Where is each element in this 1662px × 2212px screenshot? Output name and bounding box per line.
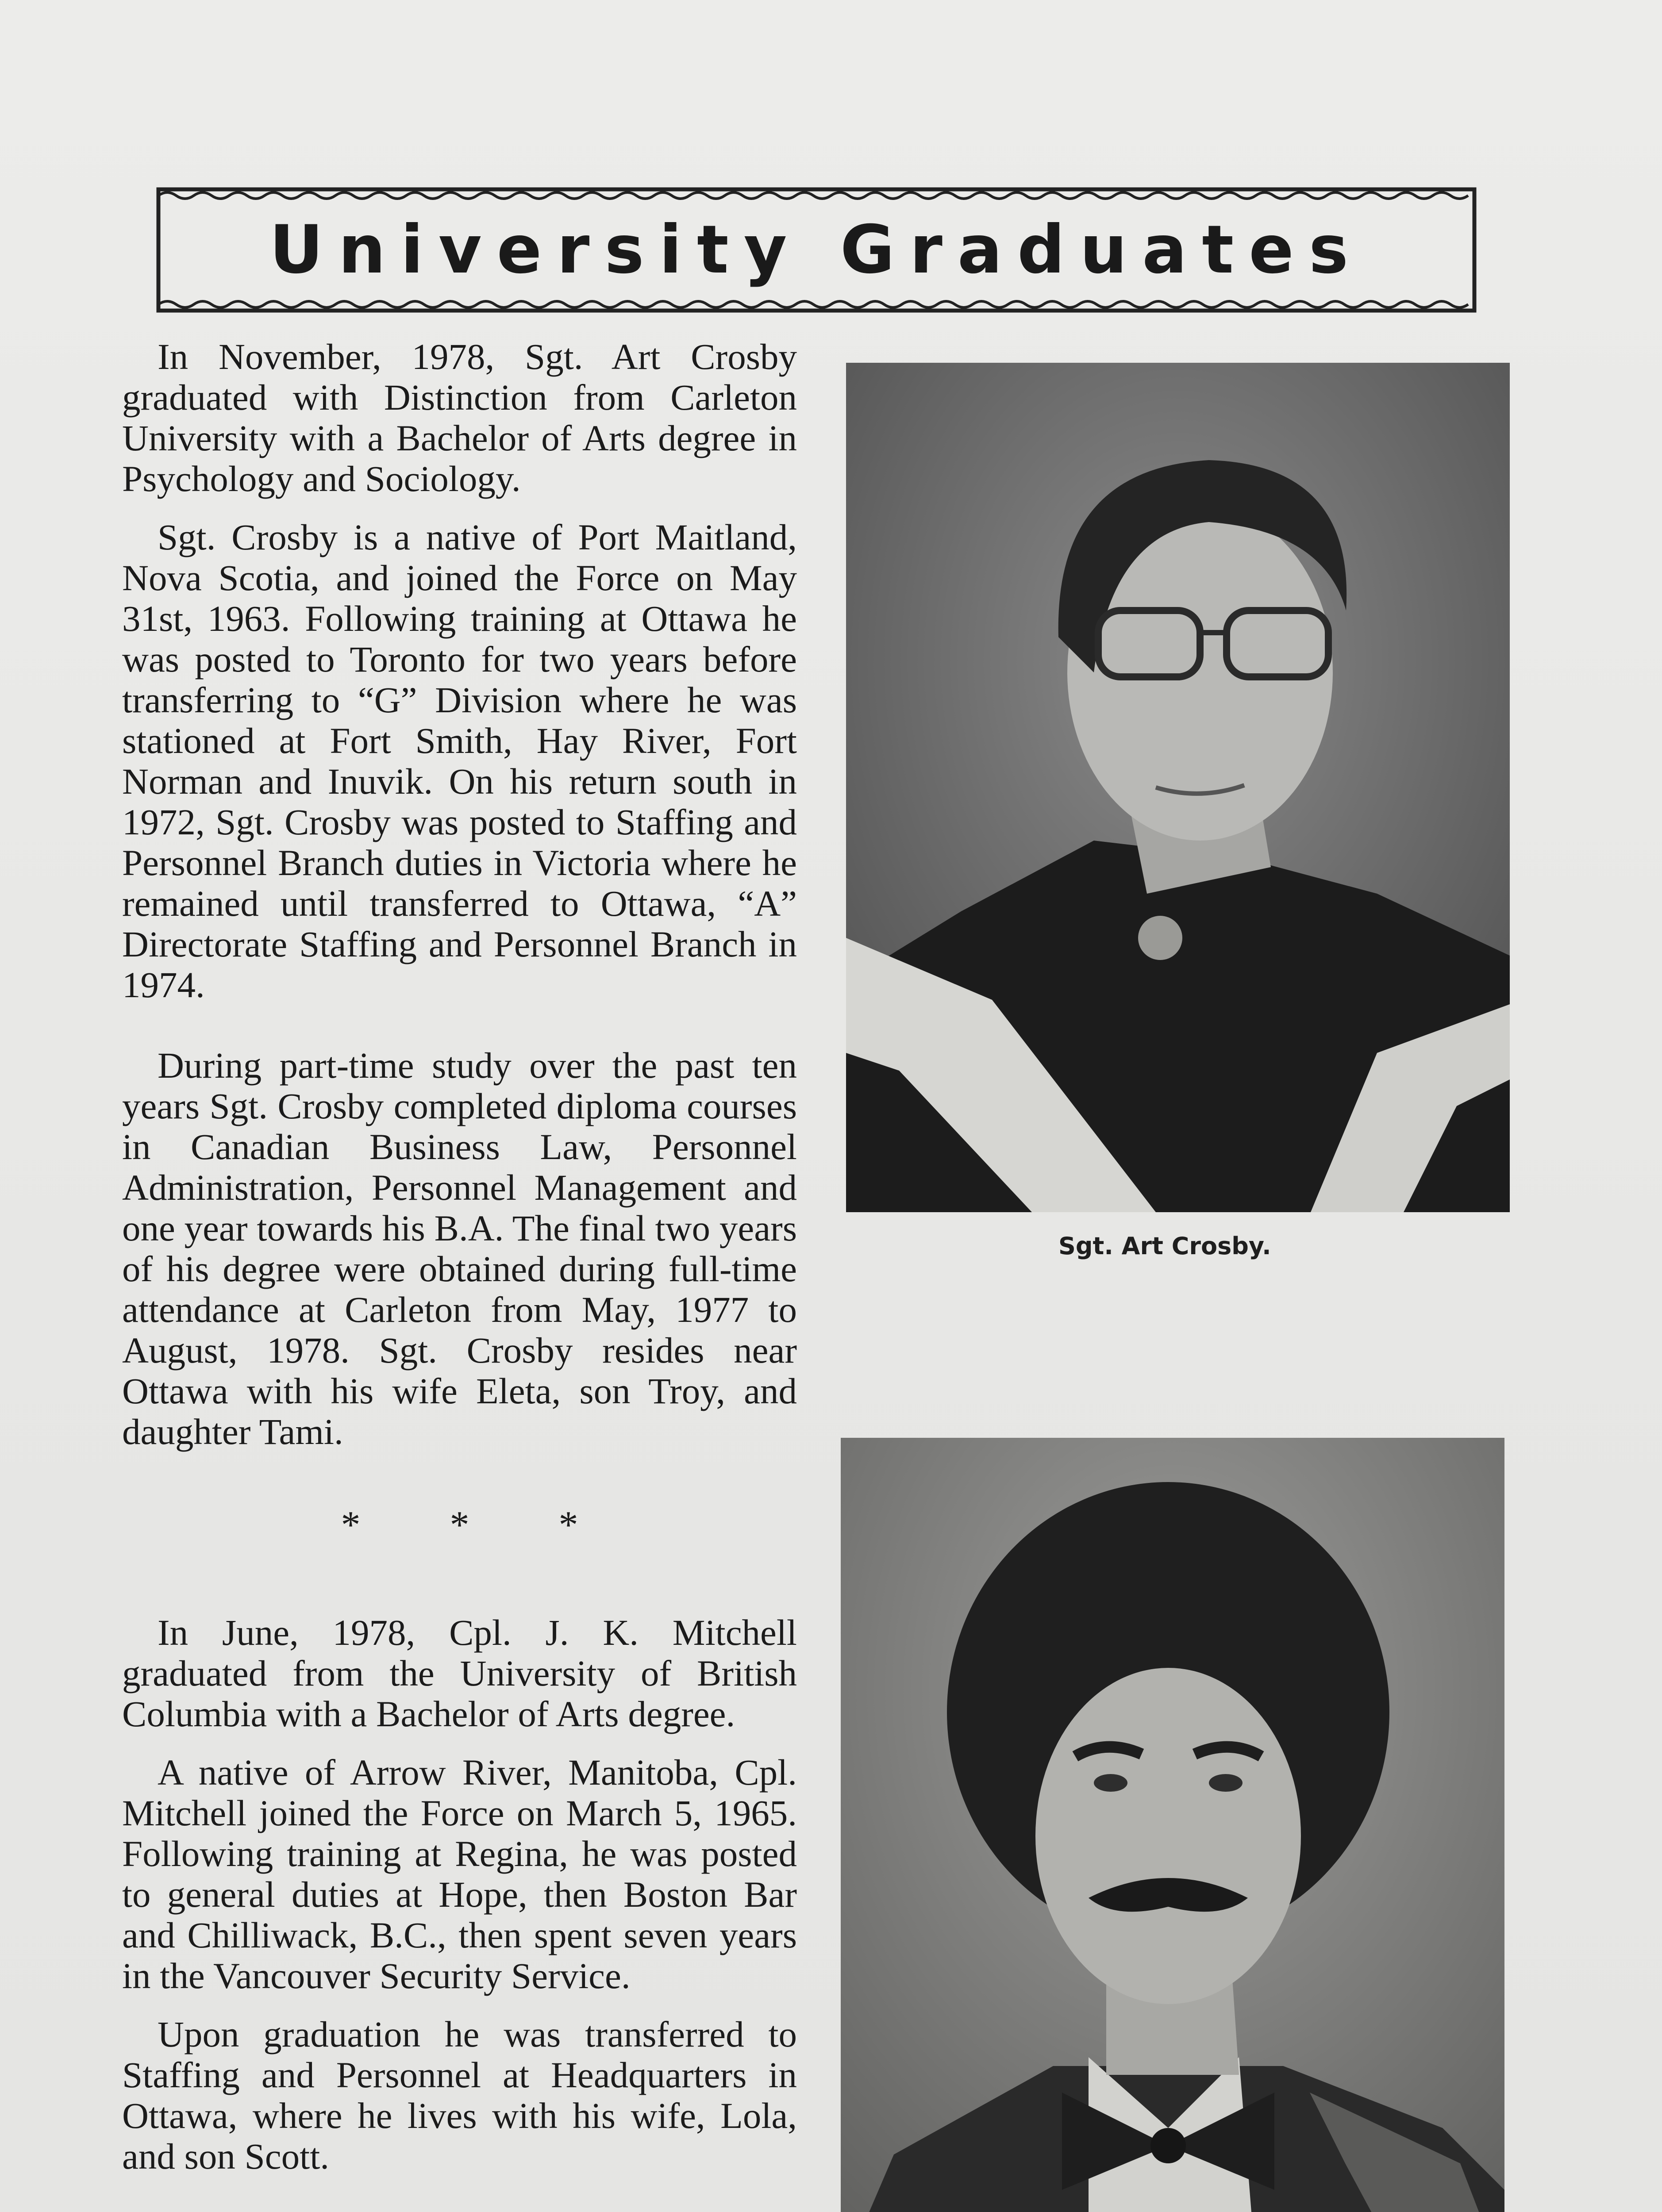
crosby-portrait-photo — [846, 363, 1510, 1212]
title-banner — [155, 186, 1478, 314]
mitchell-paragraph-3: Upon graduation he was transferred to Staffing and Personnel at Headquarters in Ottawa, where he lives with his wife, Lola, and son Scott. — [122, 2014, 797, 2177]
mitchell-portrait-photo — [841, 1438, 1504, 2212]
page-title: University Graduates — [269, 211, 1364, 288]
crosby-paragraph-3: During part-time study over the past ten years Sgt. Crosby completed diploma courses in Canadian Business Law, Personnel Administration, Personnel Management and one year towards his B.A. The final two years of his degree were obtained during full-time attendance at Carleton from May, 1977 to August, 1978. Sgt. Crosby resides near Ottawa with his wife Eleta, son Troy, and daughter Tami. — [122, 1045, 797, 1452]
mitchell-paragraph-2: A native of Arrow River, Manitoba, Cpl. Mitchell joined the Force on March 5, 1965. Following training at Regina, he was posted to general duties at Hope, then Boston Bar and Chilliwack, B.C., then spent seven years in the Vancouver Security Service. — [122, 1752, 797, 1996]
article-text — [122, 336, 797, 2194]
crosby-paragraph-2: Sgt. Crosby is a native of Port Maitland, Nova Scotia, and joined the Force on May 31st, 1963. Following training at Ottawa he was posted to Toronto for two years before transferring to “G” Division where he was stationed at Fort Smith, Hay River, Fort Norman and Inuvik. On his return south in 1972, Sgt. Crosby was posted to Staffing and Personnel Branch duties in Victoria where he remained until transferred to Ottawa, “A” Directorate Staffing and Personnel Branch in 1974. — [122, 517, 797, 1005]
crosby-caption: Sgt. Art Crosby. — [1058, 1232, 1271, 1260]
crosby-paragraph-1: In November, 1978, Sgt. Art Crosby graduated with Distinction from Carleton University with a Bachelor of Arts degree in Psychology and Sociology. — [122, 336, 797, 499]
mitchell-paragraph-1: In June, 1978, Cpl. J. K. Mitchell graduated from the University of British Columbia with a Bachelor of Arts degree. — [122, 1612, 797, 1734]
section-separator: * * * — [341, 1504, 618, 1547]
